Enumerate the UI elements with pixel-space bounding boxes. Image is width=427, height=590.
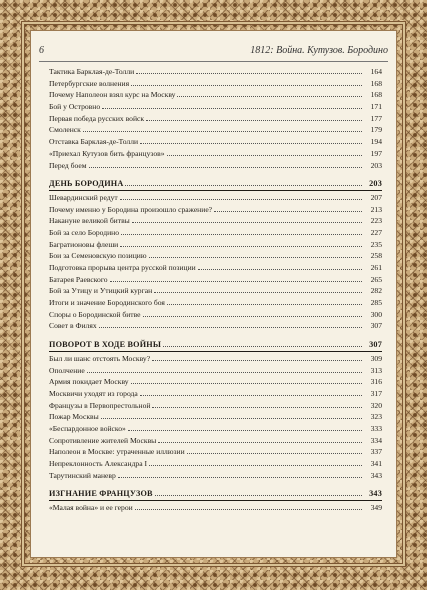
toc-section [49,339,382,481]
dot-leader [177,90,362,97]
dot-leader [140,137,362,144]
toc-page-number: 317 [370,388,382,398]
dot-leader [149,251,362,258]
toc-entry-title: Багратионовы флеши [49,239,119,249]
dot-leader [136,67,362,74]
toc-entry [49,124,382,136]
toc-page-number: 334 [370,435,382,445]
toc-entry-title: Бой за Утицу и Утицкий курган [49,286,153,296]
dot-leader [135,503,362,510]
toc-entry [49,160,382,172]
toc-entry [49,376,382,388]
toc-entry [49,239,382,251]
dot-leader [187,447,362,454]
toc-entry [49,204,382,216]
toc-page-number: 203 [369,179,382,189]
dot-leader [167,298,362,305]
toc-entry-title: Наполеон в Москве: утраченные иллюзии [49,447,185,457]
dot-leader [140,389,362,396]
section-heading: ДЕНЬ БОРОДИНА [49,179,124,189]
page-number: 6 [39,45,44,56]
toc-page-number: 309 [370,353,382,363]
toc-entry [49,458,382,470]
toc-entry [49,365,382,377]
toc-entry-title: Москвичи уходят из города [49,388,138,398]
toc-entry [49,435,382,447]
toc-page-number: 213 [370,204,382,214]
toc-page-number: 197 [370,148,382,158]
toc-entry [49,400,382,412]
dot-leader [214,205,362,212]
toc-page-number: 307 [370,321,382,331]
toc-page-number: 194 [370,137,382,147]
toc-page-number: 320 [370,400,382,410]
dot-leader [198,263,362,270]
toc-page-number: 258 [370,251,382,261]
toc-entry [49,411,382,423]
toc-page-number: 343 [370,470,382,480]
toc-entry-title: Почему именно у Бородина произошло сражение? [49,204,213,214]
dot-leader [155,489,362,496]
toc-entry-title: «Беспардонное войско» [49,423,126,433]
toc-page-number: 223 [370,216,382,226]
section-heading-row [49,339,382,351]
toc-page-number: 168 [370,90,382,100]
dot-leader [89,161,362,168]
dot-leader [143,310,362,317]
section-rule [49,190,382,191]
toc-entry-title: Накануне великой битвы [49,216,130,226]
dot-leader [154,286,362,293]
toc-page-number: 349 [370,503,382,513]
toc-page-number: 207 [370,192,382,202]
toc-page-number: 265 [370,274,382,284]
dot-leader [146,114,362,121]
section-rule [49,351,382,352]
dot-leader [102,102,362,109]
toc-entry [49,78,382,90]
dot-leader [125,179,362,186]
toc-page-number: 343 [369,489,382,499]
toc-entry-title: Пожар Москвы [49,412,99,422]
dot-leader [83,125,362,132]
section-rule [49,500,382,501]
section-heading-row [49,178,382,190]
toc-entry-title: Совет в Филях [49,321,97,331]
toc-entry [49,423,382,435]
dot-leader [121,228,362,235]
toc-entry-title: Отставка Барклая-де-Толли [49,137,139,147]
toc-entry-title: Сопротивление жителей Москвы [49,435,157,445]
toc-entry-title: Почему Наполеон взял курс на Москву [49,90,176,100]
toc-entry [49,353,382,365]
dot-leader [99,321,362,328]
toc-entry-title: Непреклонность Александра I [49,459,148,468]
toc-page-number: 285 [370,298,382,308]
page-header [39,45,388,58]
running-title: 1812: Война. Кутузов. Бородино [250,45,388,56]
toc-entry-title: Споры о Бородинской битве [49,309,141,319]
table-of-contents [49,66,382,514]
dot-leader [167,149,362,156]
toc-entry [49,446,382,458]
toc-entry [49,262,382,274]
toc-page-number: 177 [370,113,382,123]
toc-entry-title: Шевардинский редут [49,192,118,202]
toc-page-number: 171 [370,102,382,112]
toc-entry [49,502,382,514]
toc-entry [49,136,382,148]
section-heading: ПОВОРОТ В ХОДЕ ВОЙНЫ [49,340,162,350]
toc-entry-title: Тактика Барклая-де-Толли [49,67,135,76]
dot-leader [131,377,362,384]
toc-entry [49,250,382,262]
header-rule [39,61,388,62]
toc-entry-title: Первая победа русских войск [49,113,145,123]
toc-entry-title: Смоленск [49,125,81,135]
dot-leader [131,79,362,86]
toc-entry [49,192,382,204]
toc-entry-title: Французы в Первопрестольной [49,400,151,410]
toc-entry-title: Тарутинский маневр [49,470,116,480]
dot-leader [158,436,362,443]
toc-page-number: 333 [370,423,382,433]
toc-page-number: 164 [370,67,382,76]
dot-leader [132,216,362,223]
toc-page-number: 179 [370,125,382,135]
toc-entry-title: Петербургские волнения [49,78,130,88]
toc-entry [49,470,382,482]
toc-page-number: 323 [370,412,382,422]
toc-entry-title: Итоги и значение Бородинского боя [49,298,165,308]
section-heading-row [49,488,382,500]
toc-entry-title: Батарея Раевского [49,274,108,284]
toc-entry-title: Ополчение [49,365,85,375]
toc-entry [49,388,382,400]
toc-page-number: 282 [370,286,382,296]
toc-page-number: 227 [370,227,382,237]
dot-leader [120,193,362,200]
toc-entry [49,148,382,160]
toc-page-number: 261 [370,263,382,272]
dot-leader [101,412,362,419]
toc-entry [49,297,382,309]
toc-entry [49,309,382,321]
toc-section [49,178,382,332]
book-page [30,30,397,558]
toc-entry [49,215,382,227]
toc-section [49,488,382,513]
dot-leader [110,275,362,282]
toc-entry-title: Армия покидает Москву [49,377,129,387]
dot-leader [152,401,362,408]
toc-entry-title: Перед боем [49,160,87,170]
toc-page-number: 337 [370,447,382,457]
toc-page-number: 235 [370,239,382,249]
toc-page-number: 341 [370,459,382,468]
toc-entry-title: «Приехал Кутузов бить французов» [49,148,165,158]
dot-leader [118,471,362,478]
toc-page-number: 168 [370,78,382,88]
toc-entry [49,101,382,113]
toc-entry [49,320,382,332]
dot-leader [87,366,362,373]
toc-entry-title: Бой за село Бородино [49,227,120,237]
toc-entry-title: Подготовка прорыва центра русской позиции [49,263,196,272]
dot-leader [120,240,362,247]
toc-page-number: 300 [370,309,382,319]
section-heading: ИЗГНАНИЕ ФРАНЦУЗОВ [49,489,153,499]
toc-entry [49,274,382,286]
dot-leader [152,354,362,361]
toc-entry-title: Бои за Семеновскую позицию [49,251,147,261]
toc-page-number: 313 [370,365,382,375]
dot-leader [128,424,362,431]
toc-entry-title: «Малая война» и ее герои [49,503,133,513]
dot-leader [149,459,362,466]
toc-page-number: 203 [370,160,382,170]
toc-page-number: 316 [370,377,382,387]
toc-entry [49,89,382,101]
toc-page-number: 307 [369,340,382,350]
toc-entry [49,227,382,239]
toc-entry [49,113,382,125]
toc-entry-title: Был ли шанс отстоять Москву? [49,353,151,363]
toc-entry-title: Бой у Островно [49,102,101,112]
toc-entry [49,285,382,297]
dot-leader [163,340,362,347]
toc-entry [49,66,382,78]
